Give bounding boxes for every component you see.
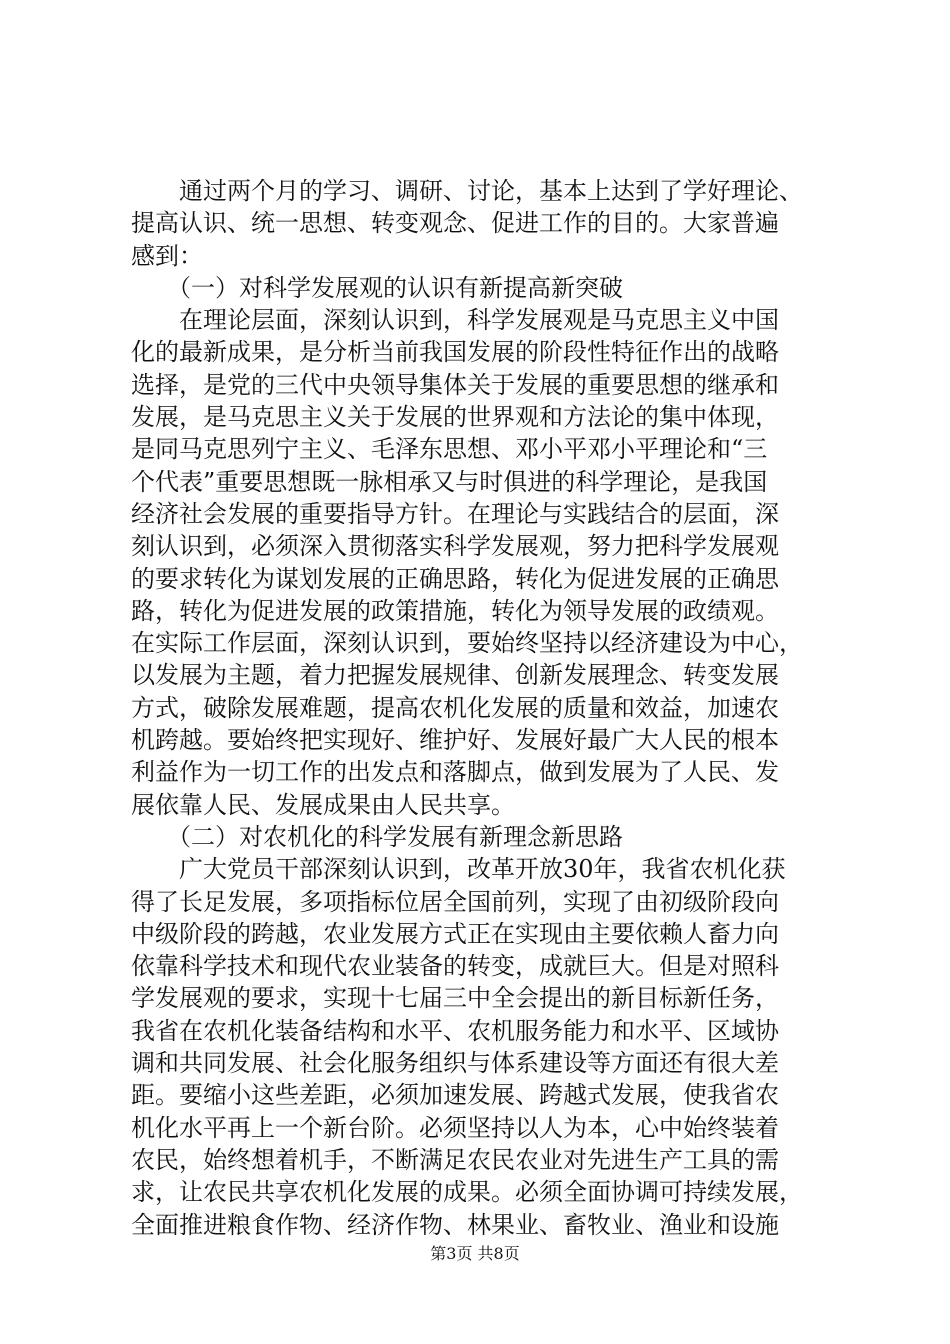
text-line: 农民，始终想着机手，不断满足农民农业对先进生产工具的需 [131, 1145, 779, 1174]
text-line: 中级阶段的跨越，农业发展方式正在实现由主要依赖人畜力向 [131, 919, 779, 948]
text-line: 个代表”重要思想既一脉相承又与时俱进的科学理论，是我国 [131, 467, 768, 496]
text-line: 距。要缩小这些差距，必须加速发展、跨越式发展，使我省农 [131, 1081, 779, 1110]
text-line: 机跨越。要始终把实现好、维护好、发展好最广大人民的根本 [131, 726, 779, 755]
text-line: 学发展观的要求，实现十七届三中全会提出的新目标新任务， [131, 984, 779, 1013]
text-line: （二）对农机化的科学发展有新理念新思路 [131, 822, 623, 851]
text-line: 感到： [131, 241, 203, 270]
text-line: 调和共同发展、社会化服务组织与体系建设等方面还有很大差 [131, 1049, 779, 1078]
text-line: 依靠科学技术和现代农业装备的转变，成就巨大。但是对照科 [131, 952, 779, 981]
text-line: 经济社会发展的重要指导方针。在理论与实践结合的层面，深 [131, 499, 779, 528]
page-footer: 第3页 共8页 [430, 1244, 520, 1263]
text-line: 得了长足发展，多项指标位居全国前列，实现了由初级阶段向 [131, 887, 779, 916]
text-line: 广大党员干部深刻认识到，改革开放30年，我省农机化获 [131, 855, 786, 884]
text-line: 选择，是党的三代中央领导集体关于发展的重要思想的继承和 [131, 370, 779, 399]
text-line: 是同马克思列宁主义、毛泽东思想、邓小平邓小平理论和“三 [131, 435, 768, 464]
text-line: 在理论层面，深刻认识到，科学发展观是马克思主义中国 [131, 306, 779, 335]
text-line: 路，转化为促进发展的政策措施，转化为领导发展的政绩观。 [131, 596, 779, 625]
text-line: 方式，破除发展难题，提高农机化发展的质量和效益，加速农 [131, 693, 779, 722]
text-line: 我省在农机化装备结构和水平、农机服务能力和水平、区域协 [131, 1016, 779, 1045]
text-line: 求，让农民共享农机化发展的成果。必须全面协调可持续发展， [131, 1178, 803, 1207]
text-line: 以发展为主题，着力把握发展规律、创新发展理念、转变发展 [131, 661, 779, 690]
text-line: 的要求转化为谋划发展的正确思路，转化为促进发展的正确思 [131, 564, 779, 593]
document-body [131, 175, 831, 1241]
text-line: 提高认识、统一思想、转变观念、促进工作的目的。大家普遍 [131, 209, 779, 238]
text-line: 在实际工作层面，深刻认识到，要始终坚持以经济建设为中心， [131, 629, 803, 658]
text-line: 化的最新成果，是分析当前我国发展的阶段性特征作出的战略 [131, 338, 779, 367]
text-line: 利益作为一切工作的出发点和落脚点，做到发展为了人民、发 [131, 758, 779, 787]
text-line: 展依靠人民、发展成果由人民共享。 [131, 790, 515, 819]
text-line: 机化水平再上一个新台阶。必须坚持以人为本，心中始终装着 [131, 1113, 779, 1142]
text-line: 发展，是马克思主义关于发展的世界观和方法论的集中体现， [131, 403, 779, 432]
text-line: 通过两个月的学习、调研、讨论，基本上达到了学好理论、 [131, 177, 803, 205]
text-line: 全面推进粮食作物、经济作物、林果业、畜牧业、渔业和设施 [131, 1210, 779, 1239]
text-line: （一）对科学发展观的认识有新提高新突破 [131, 273, 623, 302]
text-line: 刻认识到，必须深入贯彻落实科学发展观，努力把科学发展观 [131, 532, 779, 561]
